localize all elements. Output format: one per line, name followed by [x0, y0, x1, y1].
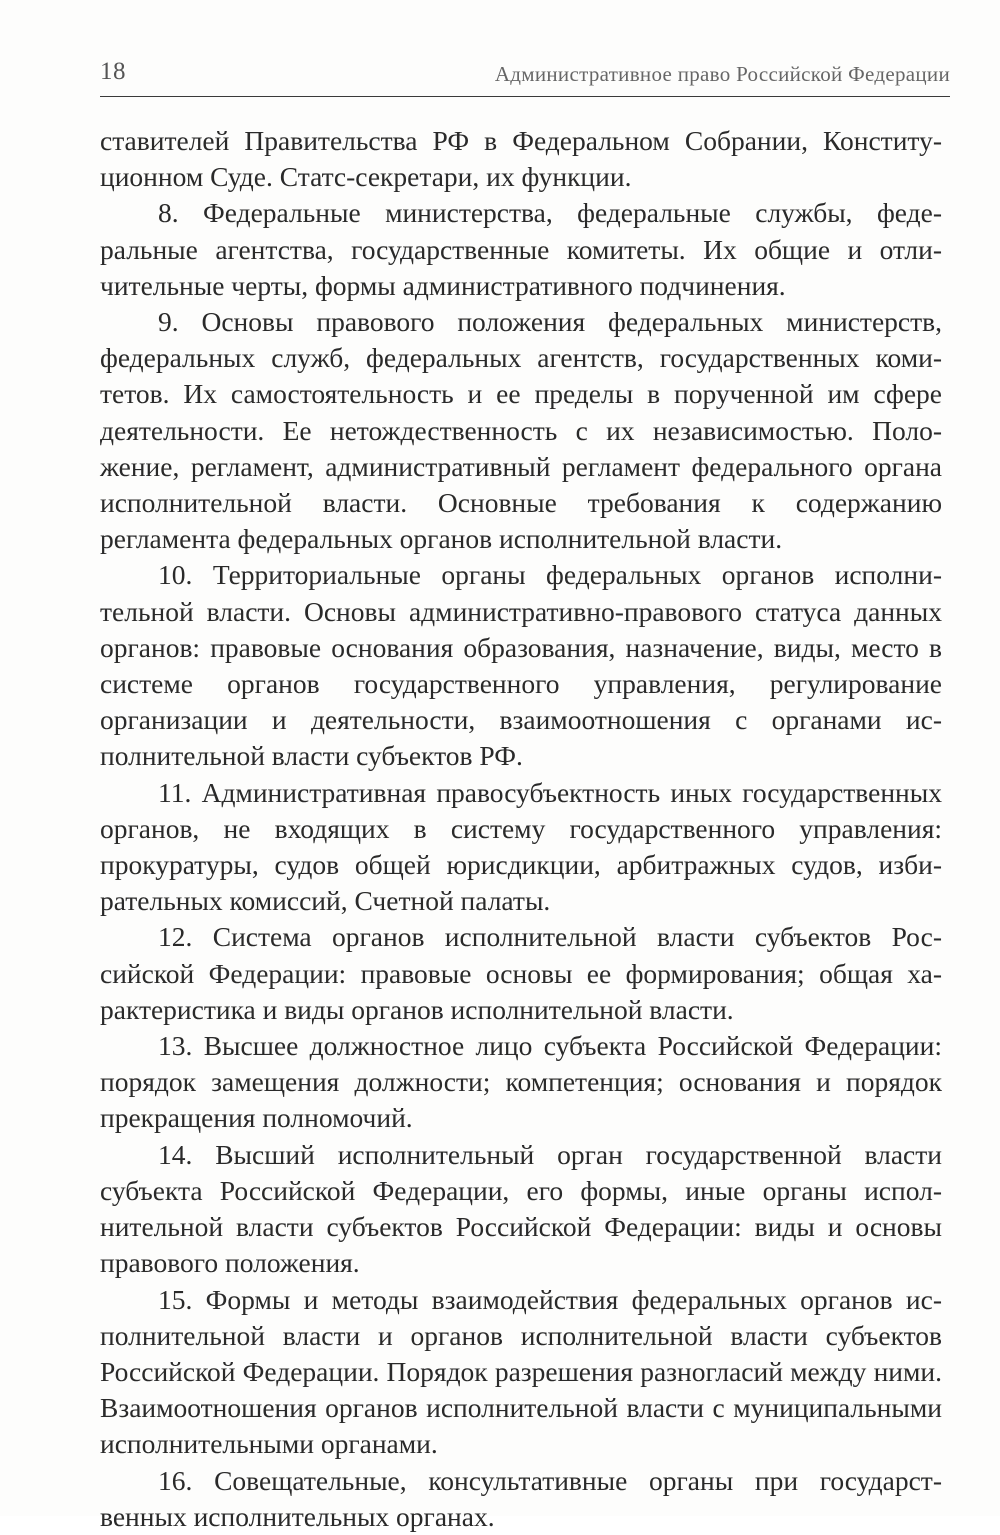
list-item-16: 16. Совещательные, консультативные органы при государственных исполнительных органах.	[100, 1464, 942, 1532]
list-item-14: 14. Высший исполнительный орган государственной власти субъекта Российской Федерации, его формы, иные органы исполнительной власти субъектов Российской Федерации: виды и основы правового положения.	[100, 1138, 942, 1279]
list-item-10: 10. Территориальные органы федеральных органов исполнительной власти. Основы административно-правового статуса данных органов: правовые основания образования, назначение, виды, место в системе органов государственного управления, регулирование организации и деятельности, взаимоотношения с органами исполнительной власти субъектов РФ.	[100, 559, 942, 772]
list-item-8: 8. Федеральные министерства, федеральные службы, федеральные агентства, государственные комитеты. Их общие и отличительные черты, формы административного подчинения.	[100, 197, 942, 301]
page-number: 18	[100, 58, 126, 85]
page-header	[100, 56, 950, 97]
list-item-12: 12. Система органов исполнительной власти субъектов Российской Федерации: правовые основы ее формирования; общая характеристика и виды органов исполнительной власти.	[100, 921, 942, 1025]
paragraph-continuation: ставителей Правительства РФ в Федеральном Собрании, Конституционном Суде. Статс-секретари, их функции.	[100, 125, 942, 193]
list-item-11: 11. Административная правосубъектность иных государственных органов, не входящих в систему государственного управления: прокуратуры, судов общей юрисдикции, арбитражных судов, избирательных комиссий, Счетной палаты.	[100, 776, 942, 917]
running-title: Административное право Российской Федерации	[494, 62, 950, 86]
page-body	[100, 123, 942, 1535]
list-item-13: 13. Высшее должностное лицо субъекта Российской Федерации: порядок замещения должности; компетенция; основания и порядок прекращения полномочий.	[100, 1030, 942, 1134]
list-item-9: 9. Основы правового положения федеральных министерств, федеральных служб, федеральных агентств, государственных комитетов. Их самостоятельность и ее пределы в порученной им сфере деятельности. Ее нетождественность с их независимостью. Положение, регламент, административный регламент федерального органа исполнительной власти. Основные требования к содержанию регламента федеральных органов исполнительной власти.	[100, 306, 942, 555]
list-item-15: 15. Формы и методы взаимодействия федеральных органов исполнительной власти и органов исполнительной власти субъектов Российской Федерации. Порядок разрешения разногласий между ними. Взаимоотношения органов исполнительной власти с муниципальными исполнительными органами.	[100, 1283, 942, 1460]
